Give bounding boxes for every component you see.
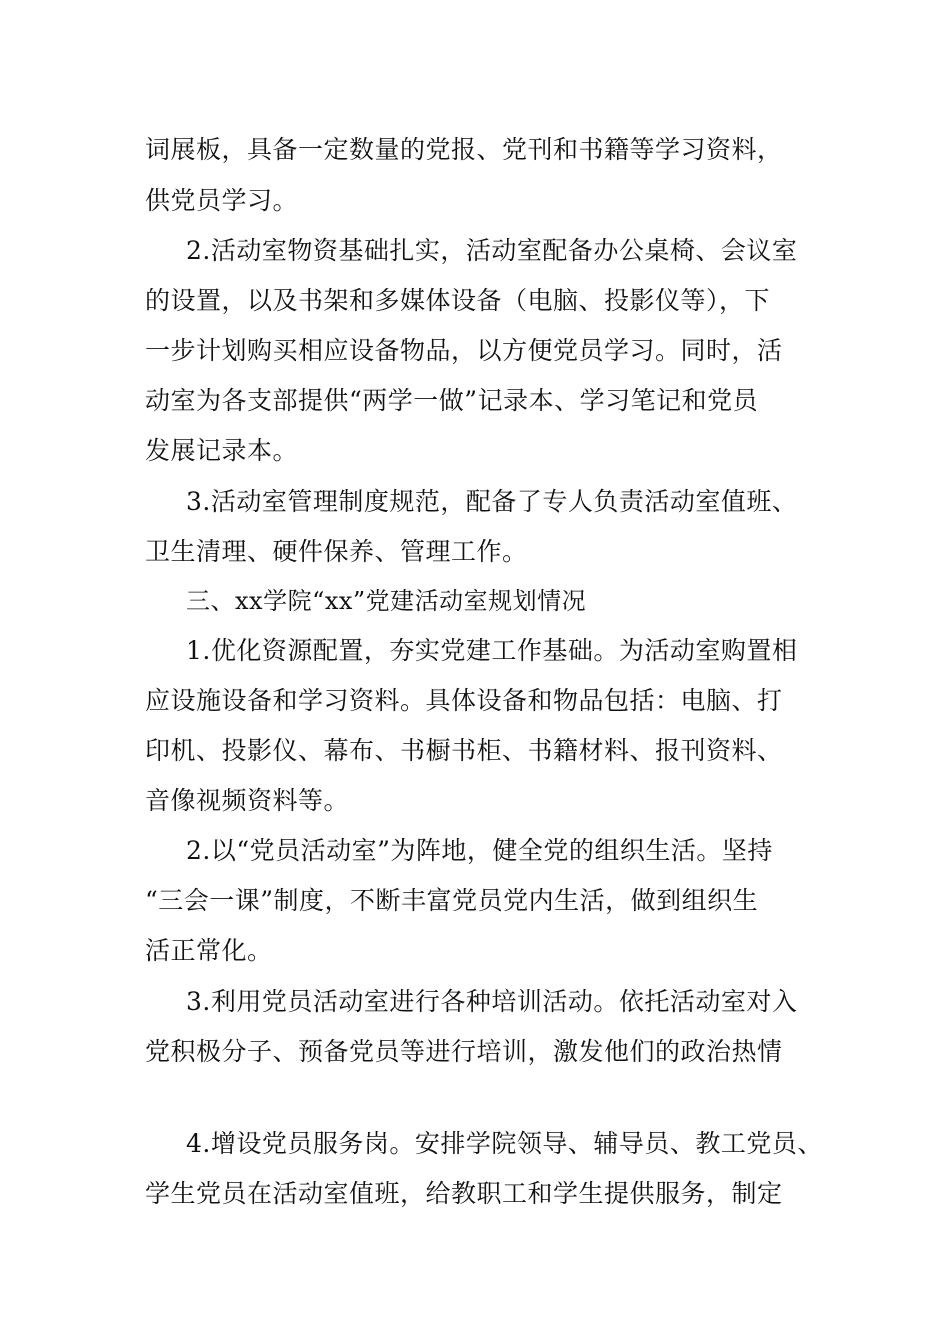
paragraph-start: 1.优化资源配置，夯实党建工作基础。为活动室购置相 bbox=[186, 636, 798, 665]
paragraph-start: 2.活动室物资基础扎实，活动室配备办公桌椅、会议室 bbox=[186, 236, 798, 265]
paragraph-start: 4.增设党员服务岗。安排学院领导、辅导员、教工党员、 bbox=[186, 1129, 823, 1158]
paragraph-start: 3.利用党员活动室进行各种培训活动。依托活动室对入 bbox=[186, 987, 798, 1016]
text-line: 印机、投影仪、幕布、书橱书柜、书籍材料、报刊资料、 bbox=[145, 736, 783, 765]
text-line: 应设施设备和学习资料。具体设备和物品包括：电脑、打 bbox=[145, 686, 783, 715]
text-line: 词展板，具备一定数量的党报、党刊和书籍等学习资料， bbox=[145, 135, 783, 164]
text-line: 发展记录本。 bbox=[145, 436, 299, 465]
text-line: 供党员学习。 bbox=[145, 186, 299, 215]
text-line: 一步计划购买相应设备物品，以方便党员学习。同时，活 bbox=[145, 336, 783, 365]
paragraph-start: 3.活动室管理制度规范，配备了专人负责活动室值班、 bbox=[186, 487, 798, 516]
text-line: 学生党员在活动室值班，给教职工和学生提供服务，制定 bbox=[145, 1179, 783, 1208]
section-heading: 三、xx学院“xx”党建活动室规划情况 bbox=[186, 587, 587, 615]
text-line: 活正常化。 bbox=[145, 936, 273, 965]
text-line: “三会一课”制度，不断丰富党员党内生活，做到组织生 bbox=[145, 886, 759, 915]
text-line: 的设置，以及书架和多媒体设备（电脑、投影仪等），下 bbox=[145, 286, 771, 315]
text-line: 动室为各支部提供“两学一做”记录本、学习笔记和党员 bbox=[145, 386, 759, 415]
text-line: 卫生清理、硬件保养、管理工作。 bbox=[145, 537, 528, 566]
text-line: 音像视频资料等。 bbox=[145, 786, 350, 815]
paragraph-start: 2.以“党员活动室”为阵地，健全党的组织生活。坚持 bbox=[186, 836, 773, 865]
text-line: 党积极分子、预备党员等进行培训，激发他们的政治热情 bbox=[145, 1037, 783, 1066]
